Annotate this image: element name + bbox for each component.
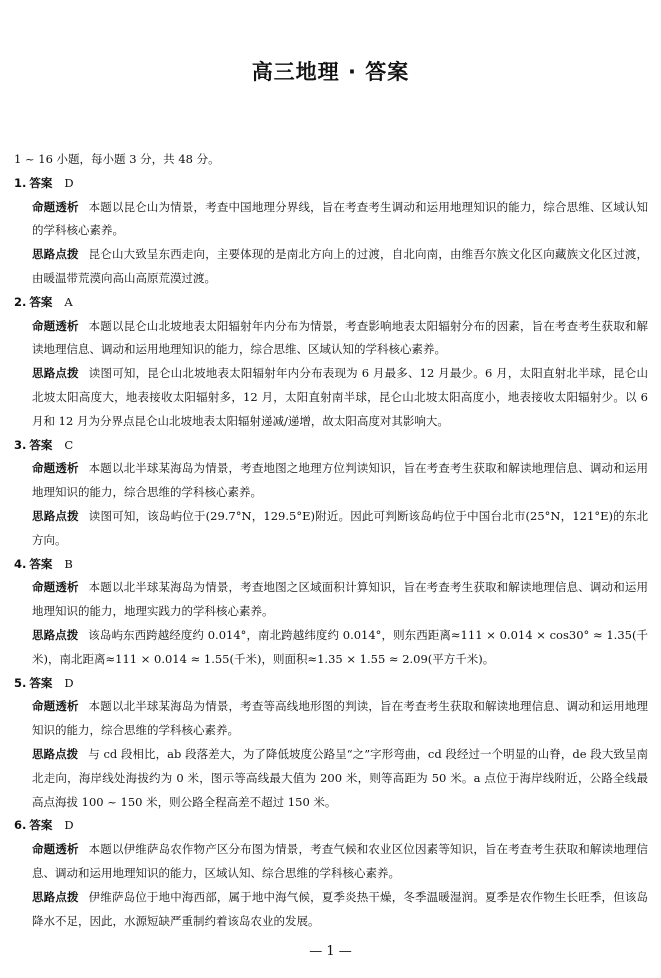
question-block: [14, 434, 648, 553]
question-block: [14, 672, 648, 815]
hint-text: 读图可知，昆仑山北坡地表太阳辐射年内分布表现为 6 月最多、12 月最少。6 月，太阳直射北半球，昆仑山北坡太阳高度大，地表接收太阳辐射多，12 月，太阳直射南半球，昆仑山北坡太阳高度小，地表接收太阳辐射少。以 6 月和 12 月为分界点昆仑山北坡地表太阳辐射递减/递增，故太阳高度对其影响大。: [32, 366, 648, 428]
answer-value: B: [64, 556, 73, 571]
answer-value: C: [64, 437, 74, 452]
answer-label: 答案: [29, 437, 53, 452]
hint-text: 该岛屿东西跨越经度约 0.014°，南北跨越纬度约 0.014°，则东西距离≈111 × 0.014 × cos30° ≈ 1.35(千米)，南北距离≈111 × 0.014 ≈ 1.55(千米)，则面积≈1.35 × 1.55 ≈ 2.09(平方千米)。: [32, 627, 649, 666]
question-header: [14, 553, 648, 577]
analysis-label: 命题透析: [32, 580, 79, 595]
analysis-label: 命题透析: [32, 842, 79, 857]
answer-label: 答案: [29, 556, 53, 571]
section-intro: 1 ~ 16 小题，每小题 3 分，共 48 分。: [14, 152, 220, 166]
analysis-paragraph: [14, 315, 648, 363]
hint-paragraph: [14, 243, 648, 291]
question-number: 1.: [14, 175, 27, 190]
answer-value: D: [64, 675, 74, 690]
question-number: 2.: [14, 294, 27, 309]
analysis-paragraph: [14, 196, 648, 244]
analysis-label: 命题透析: [32, 199, 79, 214]
question-header: [14, 672, 648, 696]
hint-paragraph: [14, 886, 648, 934]
question-number: 3.: [14, 437, 27, 452]
question-header: [14, 291, 648, 315]
hint-text: 伊维萨岛位于地中海西部，属于地中海气候，夏季炎热干燥，冬季温暖湿润。夏季是农作物生长旺季，但该岛降水不足，因此，水源短缺严重制约着该岛农业的发展。: [32, 889, 649, 928]
analysis-label: 命题透析: [32, 318, 79, 333]
hint-label: 思路点拨: [32, 627, 79, 642]
hint-paragraph: [14, 505, 648, 553]
analysis-text: 本题以昆仑山北坡地表太阳辐射年内分布为情景，考查影响地表太阳辐射分布的因素，旨在考查考生获取和解读地理信息、调动和运用地理知识的能力，综合思维、区域认知的学科核心素养。: [32, 318, 649, 357]
question-block: [14, 814, 648, 933]
question-header: [14, 434, 648, 458]
answer-label: 答案: [29, 294, 53, 309]
answer-value: A: [64, 294, 73, 309]
hint-label: 思路点拨: [32, 508, 79, 523]
hint-text: 读图可知，该岛屿位于(29.7°N，129.5°E)附近。因此可判断该岛屿位于中国台北市(25°N，121°E)的东北方向。: [32, 508, 649, 547]
question-number: 6.: [14, 818, 27, 833]
analysis-paragraph: [14, 695, 648, 743]
hint-label: 思路点拨: [32, 889, 79, 904]
hint-label: 思路点拨: [32, 746, 79, 761]
analysis-label: 命题透析: [32, 699, 79, 714]
hint-paragraph: [14, 624, 648, 672]
question-block: [14, 291, 648, 434]
answer-content: [14, 148, 648, 933]
hint-text: 与 cd 段相比，ab 段落差大，为了降低坡度公路呈“之”字形弯曲，cd 段经过一个明显的山脊，de 段大致呈南北走向，海岸线处海拔约为 0 米，图示等高线最大值为 200 米，则等高距为 50 米。a 点位于海岸线附近，公路全线最高点海拔 100 ~ 150 米，则公路全程高差不超过 150 米。: [32, 746, 648, 809]
hint-text: 昆仑山大致呈东西走向，主要体现的是南北方向上的过渡，自北向南，由维吾尔族文化区向藏族文化区过渡，由暖温带荒漠向高山高原荒漠过渡。: [32, 247, 649, 285]
question-number: 4.: [14, 556, 27, 571]
answer-value: D: [64, 175, 74, 190]
answer-label: 答案: [29, 675, 53, 690]
analysis-text: 本题以伊维萨岛农作物产区分布图为情景，考查气候和农业区位因素等知识，旨在考查考生获取和解读地理信息、调动和运用地理知识的能力，区域认知、综合思维的学科核心素养。: [32, 842, 649, 880]
answer-value: D: [64, 818, 74, 833]
hint-paragraph: [14, 362, 648, 433]
analysis-label: 命题透析: [32, 461, 79, 476]
analysis-paragraph: [14, 576, 648, 624]
hint-label: 思路点拨: [32, 366, 79, 381]
hint-paragraph: [14, 743, 648, 814]
answer-label: 答案: [29, 818, 53, 833]
analysis-text: 本题以北半球某海岛为情景，考查地图之地理方位判读知识，旨在考查考生获取和解读地理信息、调动和运用地理知识的能力，综合思维的学科核心素养。: [32, 461, 649, 500]
hint-label: 思路点拨: [32, 247, 79, 262]
analysis-text: 本题以北半球某海岛为情景，考查地图之区域面积计算知识，旨在考查考生获取和解读地理信息、调动和运用地理知识的能力，地理实践力的学科核心素养。: [32, 580, 649, 619]
answer-label: 答案: [29, 175, 53, 190]
page-title: 高三地理 · 答案: [251, 60, 410, 84]
question-block: [14, 172, 648, 291]
analysis-paragraph: [14, 838, 648, 886]
analysis-paragraph: [14, 457, 648, 505]
question-block: [14, 553, 648, 672]
question-list: [14, 172, 648, 934]
page-number: — 1 —: [309, 944, 352, 959]
analysis-text: 本题以昆仑山为情景，考查中国地理分界线，旨在考查考生调动和运用地理知识的能力，综合思维、区域认知的学科核心素养。: [32, 199, 649, 238]
question-number: 5.: [14, 675, 27, 690]
question-header: [14, 814, 648, 838]
analysis-text: 本题以北半球某海岛为情景，考查等高线地形图的判读，旨在考查考生获取和解读地理信息、调动和运用地理知识的能力，综合思维的学科核心素养。: [32, 699, 649, 738]
question-header: [14, 172, 648, 196]
